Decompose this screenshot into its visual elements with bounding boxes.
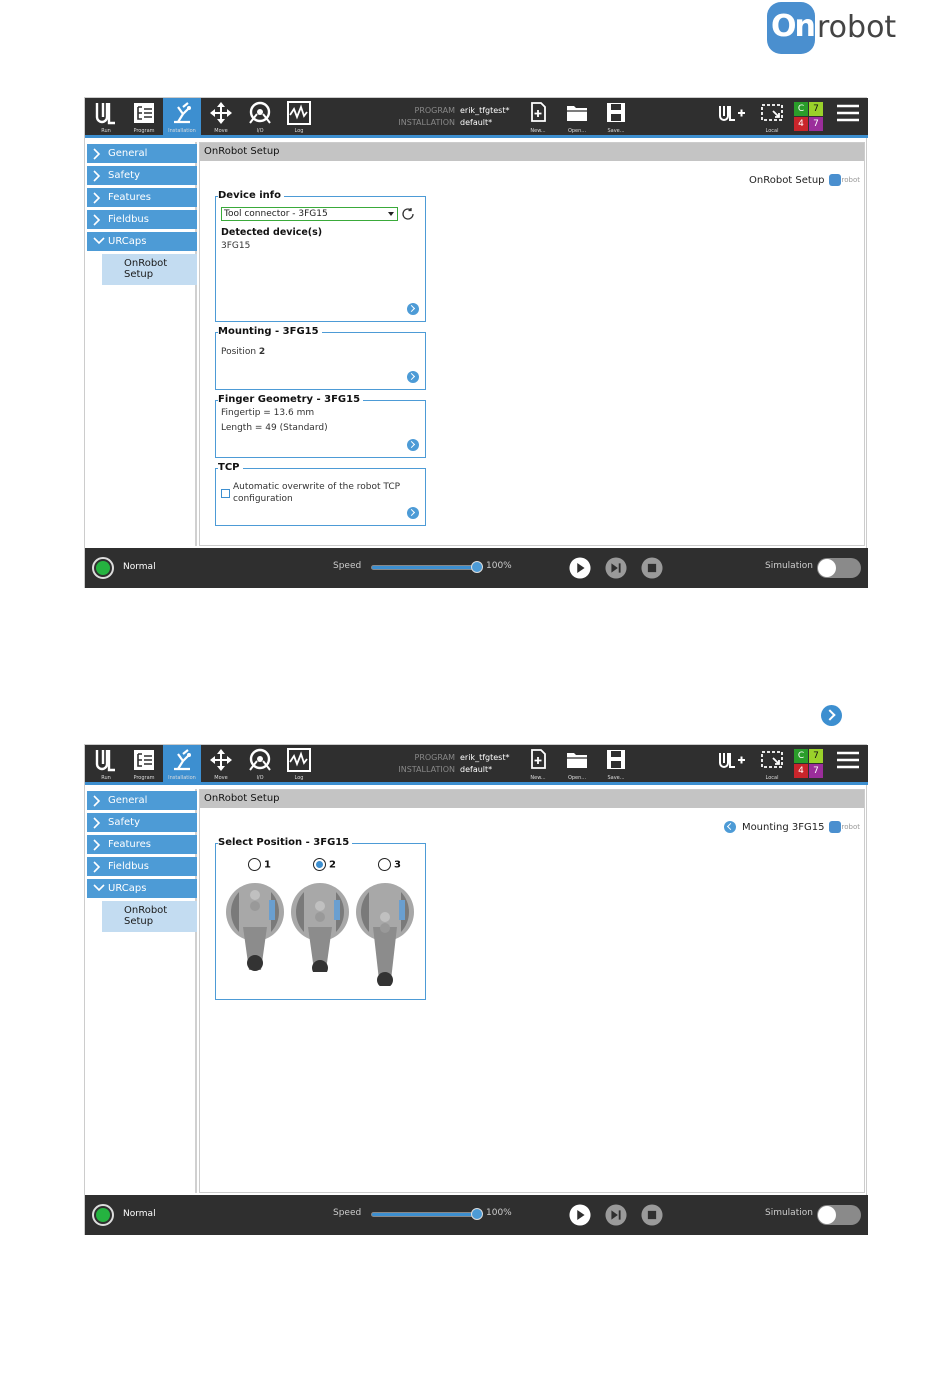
simulation-label: Simulation — [765, 1208, 813, 1218]
hamburger-menu-icon — [836, 101, 860, 125]
new-file-icon — [526, 748, 550, 772]
sidebar-item-fieldbus[interactable] — [87, 857, 197, 876]
screenshot-select-position — [84, 744, 867, 1235]
move-icon — [209, 748, 233, 772]
option-label: 2 — [329, 859, 336, 871]
counter-c: C — [794, 102, 808, 116]
tcp-checkbox-label — [233, 481, 400, 505]
counter-bottom-right: 7 — [809, 117, 823, 131]
save-icon — [604, 748, 628, 772]
chevron-down-icon — [93, 883, 105, 893]
radio-button[interactable] — [378, 858, 391, 871]
new-file-icon — [526, 101, 550, 125]
io-icon — [248, 748, 272, 772]
installation-icon — [170, 748, 194, 772]
new-file-button[interactable] — [519, 98, 557, 135]
installation-tab[interactable] — [163, 745, 201, 782]
installation-tab-label: Installation — [168, 775, 196, 781]
speed-slider-handle[interactable] — [471, 561, 483, 573]
caption-text: Mounting 3FG15 — [741, 822, 825, 833]
new-file-label: New... — [530, 128, 546, 134]
open-file-label: Open... — [567, 775, 587, 781]
next-page-button[interactable] — [821, 705, 842, 726]
content-area — [199, 142, 865, 546]
speed-value: 100% — [486, 1208, 512, 1218]
logo-badge: On — [767, 2, 815, 54]
stop-button[interactable] — [641, 1204, 663, 1226]
program-icon — [132, 748, 156, 772]
installation-label: INSTALLATION — [398, 118, 455, 127]
sidebar-item-label: Fieldbus — [108, 214, 149, 225]
log-icon — [287, 101, 311, 125]
run-tab[interactable] — [87, 98, 125, 135]
program-values — [460, 752, 509, 776]
speed-label: Speed — [333, 561, 362, 571]
sidebar-item-label: Features — [108, 839, 151, 850]
sidebar-item-features[interactable] — [87, 835, 197, 854]
radio-button-selected[interactable] — [313, 858, 326, 871]
ur-logo-icon — [94, 748, 118, 772]
bottom-bar — [85, 1195, 868, 1235]
sidebar-item-label: Fieldbus — [108, 861, 149, 872]
sidebar-item-label: URCaps — [108, 883, 147, 894]
local-control-button[interactable] — [753, 745, 791, 782]
mounting-panel — [215, 326, 426, 390]
page-title: OnRobot Setup — [200, 143, 864, 161]
ur-logo-icon — [94, 101, 118, 125]
radio-button[interactable] — [248, 858, 261, 871]
sidebar — [85, 142, 197, 546]
tool-connector-select[interactable] — [221, 207, 398, 221]
chevron-right-icon — [93, 839, 101, 851]
select-value: Tool connector - 3FG15 — [224, 209, 328, 219]
sidebar-item-features[interactable] — [87, 188, 197, 207]
open-file-button[interactable] — [558, 745, 596, 782]
local-label: Local — [765, 775, 779, 781]
ur-plus-icon — [718, 748, 746, 772]
move-tab-label: Move — [214, 128, 228, 134]
sidebar-item-general[interactable] — [87, 144, 197, 163]
panel-title: Mounting - 3FG15 — [218, 325, 322, 339]
device-info-panel — [215, 190, 426, 322]
panel-title: Select Position - 3FG15 — [218, 836, 352, 850]
sidebar-item-onrobot-setup[interactable]: OnRobot Setup — [102, 254, 197, 285]
ur-plus-button[interactable] — [711, 98, 749, 135]
chevron-right-icon — [93, 817, 101, 829]
folder-icon — [565, 748, 589, 772]
chevron-right-icon — [93, 192, 101, 204]
installation-label: INSTALLATION — [398, 765, 455, 774]
top-bar — [85, 98, 868, 138]
option-label: 3 — [394, 859, 401, 871]
program-tab[interactable] — [125, 745, 163, 782]
speed-value: 100% — [486, 561, 512, 571]
simulation-toggle[interactable] — [817, 558, 861, 578]
panel-title: Device info — [218, 189, 284, 203]
sidebar-item-safety[interactable] — [87, 166, 197, 185]
run-tab[interactable] — [87, 745, 125, 782]
program-tab-label: Program — [133, 775, 155, 781]
run-tab-label: Run — [101, 775, 111, 781]
logo-text: robot — [817, 10, 897, 45]
speed-slider-track[interactable] — [371, 565, 481, 570]
speed-label: Speed — [333, 1208, 362, 1218]
sidebar-item-label: General — [108, 148, 148, 159]
local-control-button[interactable] — [753, 98, 791, 135]
move-tab[interactable] — [202, 98, 240, 135]
chevron-right-icon — [93, 148, 101, 160]
panel-title: TCP — [218, 461, 243, 475]
io-tab[interactable] — [241, 98, 279, 135]
program-value: erik_tfgtest* — [460, 106, 510, 115]
local-control-icon — [760, 101, 786, 125]
finger-geometry-panel — [215, 394, 426, 458]
sidebar-item-label: General — [108, 795, 148, 806]
content-area — [199, 789, 865, 1193]
move-tab-label: Move — [214, 775, 228, 781]
step-button[interactable] — [605, 1204, 627, 1226]
program-tab-label: Program — [133, 128, 155, 134]
sidebar-item-urcaps[interactable] — [87, 879, 197, 898]
program-labels — [395, 105, 455, 129]
onrobot-mini-logo-icon — [829, 821, 841, 833]
log-icon — [287, 748, 311, 772]
counter-c-value: 7 — [809, 749, 823, 763]
step-button[interactable] — [605, 557, 627, 579]
caption-text: OnRobot Setup — [749, 175, 825, 186]
length-value: Length = 49 (Standard) — [221, 423, 328, 433]
installation-value: default* — [460, 118, 493, 127]
chevron-right-icon — [93, 170, 101, 182]
log-tab-label: Log — [294, 775, 304, 781]
content-caption — [749, 173, 860, 187]
speed-slider-track[interactable] — [371, 1212, 481, 1217]
device-info-forward-button[interactable] — [407, 303, 419, 315]
tcp-label-line1: Automatic overwrite of the robot TCP — [233, 482, 401, 492]
stop-button[interactable] — [641, 557, 663, 579]
select-position-panel — [215, 837, 426, 1000]
onrobot-logo — [767, 2, 897, 56]
io-icon — [248, 101, 272, 125]
menu-button[interactable] — [829, 745, 867, 782]
io-tab-label: I/O — [256, 775, 264, 781]
back-button[interactable] — [724, 821, 736, 833]
save-file-label: Save... — [607, 775, 625, 781]
tcp-panel — [215, 462, 426, 526]
installation-tab-label: Installation — [168, 128, 196, 134]
tcp-forward-button[interactable] — [407, 507, 419, 519]
counter-c-value: 7 — [809, 102, 823, 116]
sidebar-item-label: URCaps — [108, 236, 147, 247]
onrobot-mini-logo-icon — [829, 174, 841, 186]
log-tab[interactable] — [280, 745, 318, 782]
open-file-label: Open... — [567, 128, 587, 134]
installation-icon — [170, 101, 194, 125]
position-label: Position — [221, 347, 257, 357]
sidebar-item-label: Safety — [108, 170, 140, 181]
io-tab[interactable] — [241, 745, 279, 782]
counter-bottom-left: 4 — [794, 764, 808, 778]
robot-status-icon[interactable] — [92, 1204, 114, 1226]
mini-logo-text: robot — [841, 176, 860, 184]
simulation-toggle[interactable] — [817, 1205, 861, 1225]
position-option-1[interactable] — [248, 858, 271, 871]
save-file-button[interactable] — [597, 98, 635, 135]
program-label: PROGRAM — [414, 753, 455, 762]
save-icon — [604, 101, 628, 125]
menu-button[interactable] — [829, 98, 867, 135]
detected-device-value: 3FG15 — [221, 241, 251, 251]
sidebar-item-onrobot-setup[interactable]: OnRobot Setup — [102, 901, 197, 932]
open-file-button[interactable] — [558, 98, 596, 135]
chevron-right-icon — [93, 861, 101, 873]
chevron-right-icon — [93, 214, 101, 226]
dropdown-arrow-icon — [388, 212, 394, 216]
robot-status-label: Normal — [123, 562, 156, 572]
play-button[interactable] — [569, 1204, 591, 1226]
log-tab[interactable] — [280, 98, 318, 135]
detected-devices-label: Detected device(s) — [221, 227, 323, 238]
screenshot-setup-overview — [84, 97, 867, 588]
top-bar — [85, 745, 868, 785]
sidebar-item-general[interactable] — [87, 791, 197, 810]
log-tab-label: Log — [294, 128, 304, 134]
new-file-button[interactable] — [519, 745, 557, 782]
installation-tab[interactable] — [163, 98, 201, 135]
gripper-position-1-icon[interactable] — [225, 882, 285, 972]
page-title: OnRobot Setup — [200, 790, 864, 808]
program-values — [460, 105, 509, 129]
move-tab[interactable] — [202, 745, 240, 782]
run-tab-label: Run — [101, 128, 111, 134]
gripper-position-2-icon[interactable] — [290, 882, 350, 972]
tcp-label-line2: configuration — [233, 494, 293, 504]
position-readout — [221, 345, 265, 359]
sidebar-item-safety[interactable] — [87, 813, 197, 832]
program-tab[interactable] — [125, 98, 163, 135]
panel-title: Finger Geometry - 3FG15 — [218, 393, 363, 407]
ur-plus-icon — [718, 101, 746, 125]
bottom-bar — [85, 548, 868, 588]
robot-status-icon[interactable] — [92, 557, 114, 579]
safety-counters[interactable] — [794, 749, 824, 779]
program-icon — [132, 101, 156, 125]
safety-counters[interactable] — [794, 102, 824, 132]
refresh-icon[interactable] — [401, 207, 415, 221]
position-value: 2 — [258, 347, 266, 357]
counter-bottom-right: 7 — [809, 764, 823, 778]
tcp-overwrite-checkbox[interactable] — [221, 489, 230, 498]
mini-logo-text: robot — [841, 823, 860, 831]
fingertip-value: Fingertip = 13.6 mm — [221, 408, 315, 418]
sidebar-item-fieldbus[interactable] — [87, 210, 197, 229]
sidebar-item-label: Safety — [108, 817, 140, 828]
local-label: Local — [765, 128, 779, 134]
folder-icon — [565, 101, 589, 125]
local-control-icon — [760, 748, 786, 772]
position-option-2[interactable] — [313, 858, 336, 871]
save-file-button[interactable] — [597, 745, 635, 782]
program-label: PROGRAM — [414, 106, 455, 115]
move-icon — [209, 101, 233, 125]
sidebar-item-label: Features — [108, 192, 151, 203]
chevron-right-icon — [93, 795, 101, 807]
play-button[interactable] — [569, 557, 591, 579]
chevron-down-icon — [93, 236, 105, 246]
gripper-position-3-icon[interactable] — [355, 882, 415, 986]
new-file-label: New... — [530, 775, 546, 781]
hamburger-menu-icon — [836, 748, 860, 772]
sidebar — [85, 789, 197, 1193]
io-tab-label: I/O — [256, 128, 264, 134]
mounting-forward-button[interactable] — [407, 371, 419, 383]
content-caption — [724, 820, 860, 834]
program-value: erik_tfgtest* — [460, 753, 510, 762]
simulation-label: Simulation — [765, 561, 813, 571]
installation-value: default* — [460, 765, 493, 774]
speed-slider-handle[interactable] — [471, 1208, 483, 1220]
robot-status-label: Normal — [123, 1209, 156, 1219]
program-labels — [395, 752, 455, 776]
sidebar-item-urcaps[interactable] — [87, 232, 197, 251]
ur-plus-button[interactable] — [711, 745, 749, 782]
counter-c: C — [794, 749, 808, 763]
counter-bottom-left: 4 — [794, 117, 808, 131]
save-file-label: Save... — [607, 128, 625, 134]
finger-geometry-forward-button[interactable] — [407, 439, 419, 451]
option-label: 1 — [264, 859, 271, 871]
position-option-3[interactable] — [378, 858, 401, 871]
